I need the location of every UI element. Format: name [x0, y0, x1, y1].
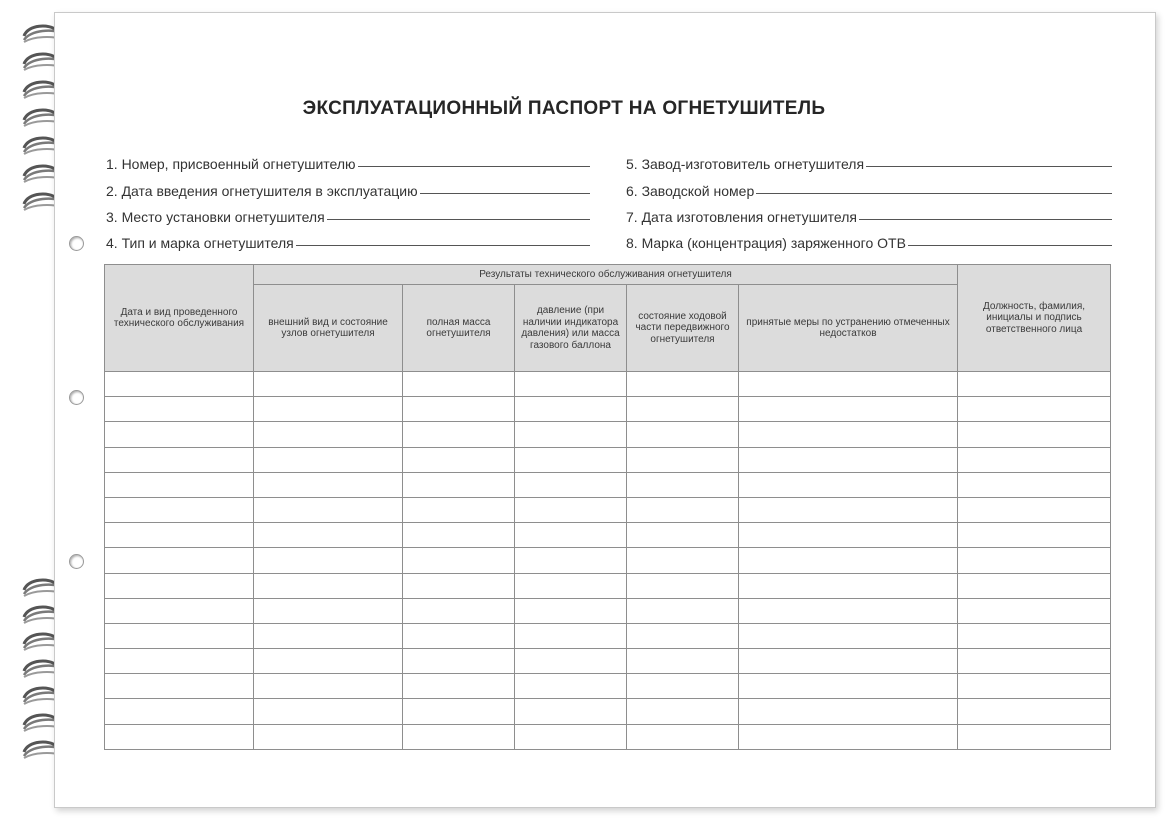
table-cell[interactable]: [254, 497, 403, 522]
table-cell[interactable]: [627, 573, 739, 598]
table-cell[interactable]: [105, 523, 254, 548]
table-cell[interactable]: [627, 372, 739, 397]
field-label: 7. Дата изготовления огнетушителя: [626, 208, 857, 225]
table-cell[interactable]: [739, 674, 958, 699]
table-cell[interactable]: [254, 724, 403, 749]
fill-line[interactable]: [327, 219, 590, 220]
field-label: 5. Завод-изготовитель огнетушителя: [626, 156, 865, 173]
field-serial-number[interactable]: [626, 172, 1112, 198]
table-row: [105, 372, 1111, 397]
table-cell[interactable]: [739, 724, 958, 749]
table-cell[interactable]: [254, 548, 403, 573]
field-location[interactable]: [106, 199, 590, 225]
table-cell[interactable]: [627, 623, 739, 648]
table-cell[interactable]: [958, 447, 1111, 472]
table-cell[interactable]: [958, 573, 1111, 598]
table-cell[interactable]: [254, 623, 403, 648]
table-row: [105, 649, 1111, 674]
table-cell[interactable]: [403, 649, 515, 674]
header-results-group: Результаты технического обслуживания огнетушителя: [254, 265, 958, 285]
table-cell[interactable]: [739, 472, 958, 497]
field-label: 3. Место установки огнетушителя: [106, 208, 325, 225]
table-cell[interactable]: [958, 497, 1111, 522]
table-cell[interactable]: [254, 598, 403, 623]
table-cell[interactable]: [515, 674, 627, 699]
table-cell[interactable]: [515, 422, 627, 447]
table-cell[interactable]: [254, 372, 403, 397]
table-cell[interactable]: [403, 548, 515, 573]
table-cell[interactable]: [627, 472, 739, 497]
table-cell[interactable]: [105, 422, 254, 447]
table-cell[interactable]: [958, 598, 1111, 623]
table-cell[interactable]: [515, 724, 627, 749]
header-chassis-state: состояние ходовой части передвижного огнетушителя: [627, 285, 739, 372]
table-cell[interactable]: [958, 674, 1111, 699]
punch-hole: [69, 554, 84, 569]
table-cell[interactable]: [515, 573, 627, 598]
table-body: [105, 372, 1111, 750]
table-cell[interactable]: [105, 472, 254, 497]
table-cell[interactable]: [403, 724, 515, 749]
table-cell[interactable]: [739, 422, 958, 447]
table-row: [105, 548, 1111, 573]
field-manufacture-date[interactable]: [626, 199, 1112, 225]
table-cell[interactable]: [739, 523, 958, 548]
table-cell[interactable]: [403, 397, 515, 422]
table-row: [105, 724, 1111, 749]
field-label: 4. Тип и марка огнетушителя: [106, 235, 294, 252]
table-cell[interactable]: [254, 422, 403, 447]
table-row: [105, 598, 1111, 623]
table-cell[interactable]: [403, 523, 515, 548]
table-cell[interactable]: [627, 523, 739, 548]
field-label: 2. Дата введения огнетушителя в эксплуатацию: [106, 182, 418, 199]
table-cell[interactable]: [403, 623, 515, 648]
table-row: [105, 623, 1111, 648]
fill-line[interactable]: [859, 219, 1112, 220]
table-cell[interactable]: [739, 699, 958, 724]
table-cell[interactable]: [515, 523, 627, 548]
table-cell[interactable]: [254, 674, 403, 699]
table-cell[interactable]: [739, 598, 958, 623]
table-cell[interactable]: [105, 548, 254, 573]
table-row: [105, 397, 1111, 422]
table-cell[interactable]: [515, 472, 627, 497]
table-cell[interactable]: [105, 372, 254, 397]
field-label: 8. Марка (концентрация) заряженного ОТВ: [626, 235, 906, 252]
header-pressure: давление (при наличии индикатора давления) или масса газового баллона: [515, 285, 627, 372]
maintenance-table: [104, 264, 1111, 750]
table-cell[interactable]: [958, 623, 1111, 648]
table-cell[interactable]: [739, 447, 958, 472]
field-manufacturer[interactable]: [626, 146, 1112, 172]
table-cell[interactable]: [515, 548, 627, 573]
fill-line[interactable]: [866, 166, 1112, 167]
table-cell[interactable]: [515, 372, 627, 397]
table-row: [105, 472, 1111, 497]
table-cell[interactable]: [627, 447, 739, 472]
table-cell[interactable]: [958, 523, 1111, 548]
table-cell[interactable]: [105, 724, 254, 749]
table-row: [105, 573, 1111, 598]
fill-line[interactable]: [756, 193, 1112, 194]
header-responsible: Должность, фамилия, инициалы и подпись ответственного лица: [958, 265, 1111, 372]
field-label: 1. Номер, присвоенный огнетушителю: [106, 156, 356, 173]
table-cell[interactable]: [739, 573, 958, 598]
page-title: ЭКСПЛУАТАЦИОННЫЙ ПАСПОРТ НА ОГНЕТУШИТЕЛЬ: [302, 98, 826, 119]
fields-left: [106, 146, 590, 251]
table-cell[interactable]: [254, 397, 403, 422]
table-cell[interactable]: [403, 699, 515, 724]
table-cell[interactable]: [254, 447, 403, 472]
table-cell[interactable]: [403, 372, 515, 397]
fill-line[interactable]: [358, 166, 590, 167]
punch-hole: [69, 390, 84, 405]
table-cell[interactable]: [105, 447, 254, 472]
table-cell[interactable]: [739, 623, 958, 648]
table-cell[interactable]: [958, 699, 1111, 724]
table-cell[interactable]: [254, 523, 403, 548]
field-agent-brand[interactable]: [626, 225, 1112, 251]
table-cell[interactable]: [739, 649, 958, 674]
table-cell[interactable]: [403, 497, 515, 522]
table-cell[interactable]: [403, 472, 515, 497]
table-cell[interactable]: [403, 447, 515, 472]
table-row: [105, 447, 1111, 472]
table-cell[interactable]: [739, 548, 958, 573]
table-cell[interactable]: [739, 372, 958, 397]
table-cell[interactable]: [105, 649, 254, 674]
table-cell[interactable]: [515, 397, 627, 422]
table-row: [105, 674, 1111, 699]
table-cell[interactable]: [105, 573, 254, 598]
table-cell[interactable]: [627, 724, 739, 749]
field-number[interactable]: [106, 146, 590, 172]
table-cell[interactable]: [627, 497, 739, 522]
table-cell[interactable]: [739, 397, 958, 422]
field-label: 6. Заводской номер: [626, 182, 755, 199]
table-cell[interactable]: [958, 548, 1111, 573]
fill-line[interactable]: [296, 245, 590, 246]
table-cell[interactable]: [515, 623, 627, 648]
table-cell[interactable]: [515, 598, 627, 623]
table-cell[interactable]: [627, 422, 739, 447]
table-cell[interactable]: [958, 649, 1111, 674]
header-date: Дата и вид проведенного технического обслуживания: [105, 265, 254, 372]
table-cell[interactable]: [254, 573, 403, 598]
table-cell[interactable]: [958, 422, 1111, 447]
table-cell[interactable]: [627, 598, 739, 623]
table-cell[interactable]: [958, 397, 1111, 422]
table-cell[interactable]: [627, 699, 739, 724]
table-cell[interactable]: [958, 724, 1111, 749]
punch-hole: [69, 236, 84, 251]
table-cell[interactable]: [105, 598, 254, 623]
fields-right: [626, 146, 1112, 251]
fill-line[interactable]: [420, 193, 590, 194]
table-row: [105, 422, 1111, 447]
table-row: [105, 497, 1111, 522]
table-cell[interactable]: [958, 472, 1111, 497]
table-cell[interactable]: [254, 472, 403, 497]
table-cell[interactable]: [254, 699, 403, 724]
table-cell[interactable]: [958, 372, 1111, 397]
field-commission-date[interactable]: [106, 172, 590, 198]
table-cell[interactable]: [739, 497, 958, 522]
header-total-mass: полная масса огнетушителя: [403, 285, 515, 372]
table-cell[interactable]: [105, 497, 254, 522]
header-appearance: внешний вид и состояние узлов огнетушителя: [254, 285, 403, 372]
table-cell[interactable]: [403, 422, 515, 447]
table-cell[interactable]: [105, 397, 254, 422]
table-cell[interactable]: [515, 447, 627, 472]
table-cell[interactable]: [627, 674, 739, 699]
table-cell[interactable]: [515, 699, 627, 724]
table-cell[interactable]: [105, 699, 254, 724]
table-row: [105, 523, 1111, 548]
table-cell[interactable]: [627, 397, 739, 422]
table-cell[interactable]: [515, 649, 627, 674]
header-measures: принятые меры по устранению отмеченных недостатков: [739, 285, 958, 372]
table-row: [105, 699, 1111, 724]
table-cell[interactable]: [627, 649, 739, 674]
table-cell[interactable]: [105, 674, 254, 699]
table-cell[interactable]: [254, 649, 403, 674]
table-cell[interactable]: [403, 598, 515, 623]
table-cell[interactable]: [403, 573, 515, 598]
table-cell[interactable]: [515, 497, 627, 522]
fill-line[interactable]: [908, 245, 1112, 246]
field-type-brand[interactable]: [106, 225, 590, 251]
table-cell[interactable]: [105, 623, 254, 648]
table-cell[interactable]: [627, 548, 739, 573]
table-cell[interactable]: [403, 674, 515, 699]
